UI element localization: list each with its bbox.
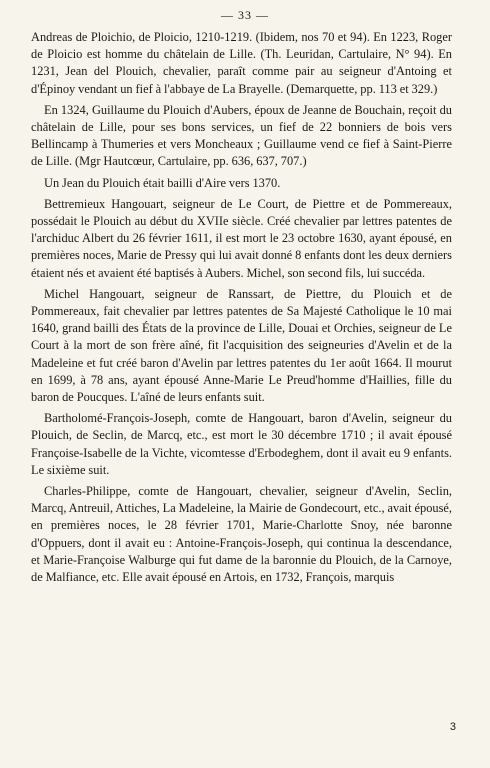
signature-mark: 3 xyxy=(449,721,456,733)
body-text xyxy=(31,29,452,590)
paragraph-7: Charles-Philippe, comte de Hangouart, chevalier, seigneur d'Avelin, Seclin, Marcq, Antreuil, Attiches, La Madeleine, la Mairie de Gondecourt, etc., avait épousé, en premières noces, le 28 février 1701, Marie-Charlotte Snoy, née baronne d'Oppuers, dont il avait eu : Antoine-François-Joseph, qui continua la descendance, et Marie-Françoise Walburge qui fut dame de la baronnie du Plouich, de la Carnoye, de Malfiance, etc. Elle avait épousé en Artois, en 1732, François, marquis xyxy=(31,484,452,585)
paragraph-1: Andreas de Ploichio, de Ploicio, 1210-1219. (Ibidem, nos 70 et 94). En 1223, Roger de Ploicio est homme du châtelain de Lille. (Th. Leuridan, Cartulaire, N° 94). En 1231, Jean del Plouich, chevalier, paraît comme pair au seigneur d'Antoing et d'Épinoy vendant un fief à l'abbaye de La Brayelle. (Demarquette, pp. 113 et 329.) xyxy=(31,30,452,96)
paragraph-4: Bettremieux Hangouart, seigneur de Le Court, de Piettre et de Pommereaux, possédait le Plouich au début du XVIIe siècle. Créé chevalier par lettres patentes de l'archiduc Albert du 26 février 1611, il est mort le 23 octobre 1630, ayant épousé, en premières noces, Marie de Pressy qui lui avait donné 8 enfants dont les deux derniers étaient nés et avaient été baptisés à Aubers. Michel, son second fils, lui succéda. xyxy=(31,196,452,280)
page-number: — 33 — xyxy=(221,8,269,22)
paragraph-2: En 1324, Guillaume du Plouich d'Aubers, époux de Jeanne de Bouchain, reçoit du châtelain de Lille, pour ses bons services, un fief de 22 bonniers de bois vers Bellincamp à Thumeries et vers Moncheaux ; Guillaume vend ce fief à Saint-Pierre de Lille. (Mgr Hautcœur, Cartulaire, pp. 636, 637, 707.) xyxy=(31,102,452,169)
paragraph-6: Bartholomé-François-Joseph, comte de Hangouart, baron d'Avelin, seigneur du Plouich, de Seclin, de Marcq, etc., est mort le 30 décembre 1710 ; il avait épousé Françoise-Isabelle de la Vichte, vicomtesse d'Erbodeghem, dont il avait eu 9 enfants. Le sixième suit. xyxy=(31,411,452,477)
paragraph-5: Michel Hangouart, seigneur de Ranssart, de Piettre, du Plouich et de Pommereaux, fait chevalier par lettres patentes de Sa Majesté Catholique le 10 mai 1640, grand bailli des États de la province de Lille, Douai et Orchies, seigneur de Le Court à la mort de son frère aîné, fit l'acquisition des seigneuries d'Avelin et de la Madeleine et fut créé baron d'Avelin par lettres patentes du 1er août 1664. Il mourut en 1699, à 78 ans, ayant épousé Anne-Marie Le Preud'homme d'Haillies, fille du baron de Poucques. L'aîné de leurs enfants suit. xyxy=(31,286,452,405)
paragraph-3: Un Jean du Plouich était bailli d'Aire vers 1370. xyxy=(44,175,281,190)
